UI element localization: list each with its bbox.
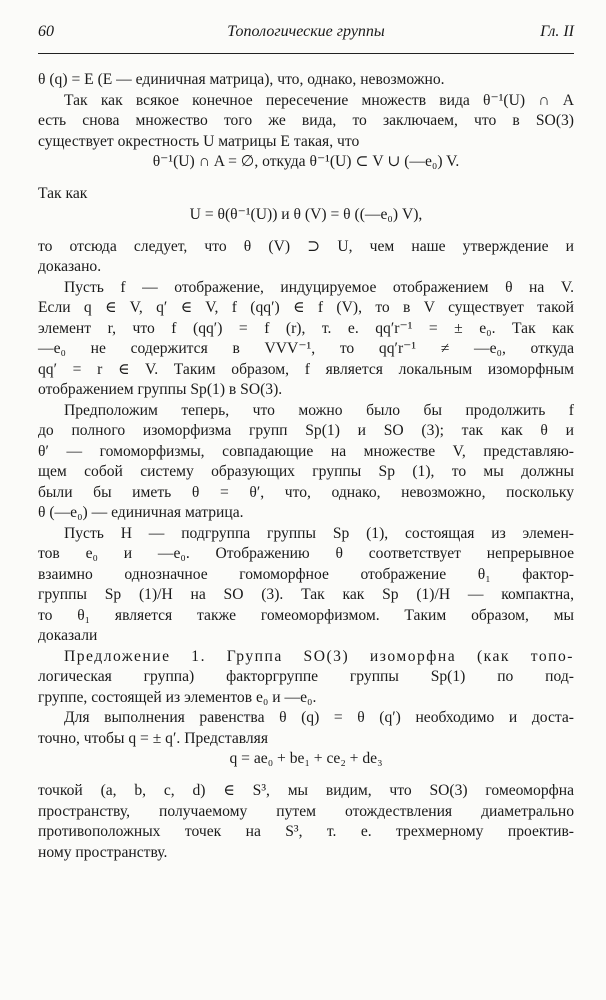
text-line: Предложение 1. Группа SO(3) изоморфна (как топо-: [64, 647, 574, 665]
text-line: то θ₁ является также гомеоморфизмом. Таким образом, мы: [38, 606, 574, 624]
running-title: Топологические группы: [227, 23, 385, 40]
page-body: [38, 70, 574, 863]
text-line: элемент r, что f (qq′) = f (r), т. е. qq′r⁻¹ = ± e₀. Так как: [38, 319, 574, 337]
text-line: группе, состоящей из элементов e₀ и —e₀.: [38, 688, 317, 706]
text-line: есть снова множество того же вида, то заключаем, что в SO(3): [38, 112, 574, 129]
text-line: точно, чтобы q = ± q′. Представляя: [38, 729, 269, 747]
header-rule: [38, 53, 574, 54]
text-line: были бы иметь θ = θ′, что, однако, невозможно, поскольку: [38, 483, 574, 501]
text-line: Пусть H — подгруппа группы Sp (1), состоящая из элемен-: [64, 524, 574, 542]
text-line: тов e₀ и —e₀. Отображению θ соответствует непрерывное: [38, 545, 574, 562]
running-header: [38, 16, 574, 42]
text-line: Так как: [38, 185, 88, 202]
text-line: взаимно однозначное гомоморфное отображение θ₁ фактор-: [38, 565, 574, 583]
text-line: доказано.: [38, 258, 102, 275]
text-line: существует окрестность U матрицы E такая, что: [38, 132, 360, 150]
text-line: щем собой систему образующих группы Sp (1), то мы должны: [38, 463, 574, 480]
text-line: Пусть f — отображение, индуцируемое отображением θ на V.: [64, 278, 574, 296]
text-line: группы Sp (1)/H на SO (3). Так как Sp (1)/H — компактна,: [38, 586, 574, 603]
text-line: Если q ∈ V, q′ ∈ V, f (qq′) ∈ f (V), то в V существует такой: [38, 299, 574, 316]
text-line: пространству, получаемому путем отождествления диаметрально: [38, 802, 574, 820]
text-line: до полного изоморфизма групп Sp(1) и SO (3); так как θ и: [38, 422, 574, 439]
chapter-label: Гл. II: [540, 23, 574, 40]
text-line: логическая группа) факторгруппе группы Sp(1) по под-: [38, 668, 574, 685]
text-line: q = ae₀ + be₁ + ce₂ + de₃: [229, 750, 383, 767]
text-line: —e₀ не содержится в VVV⁻¹, то qq′r⁻¹ ≠ —e₀, откуда: [38, 340, 574, 357]
text-line: θ′ — гомоморфизмы, совпадающие на множестве V, представляю-: [38, 442, 574, 460]
text-line: отображением группы Sp(1) в SO(3).: [38, 381, 283, 398]
text-line: U = θ(θ⁻¹(U)) и θ (V) = θ ((—e₀) V),: [189, 205, 423, 223]
text-line: точкой (a, b, c, d) ∈ S³, мы видим, что SO(3) гомеоморфна: [38, 782, 574, 799]
text-line: ному пространству.: [38, 843, 168, 861]
text-line: то отсюда следует, что θ (V) ⊃ U, чем наше утверждение и: [38, 237, 574, 255]
text-line: θ⁻¹(U) ∩ A = ∅, откуда θ⁻¹(U) ⊂ V ∪ (—e₀) V.: [152, 153, 460, 170]
text-line: Предположим теперь, что можно было бы продолжить f: [64, 401, 574, 419]
page-number: 60: [38, 23, 54, 40]
text-line: Так как всякое конечное пересечение множеств вида θ⁻¹(U) ∩ A: [64, 91, 574, 109]
text-line: Для выполнения равенства θ (q) = θ (q′) необходимо и доста-: [64, 709, 574, 726]
text-line: противоположных точек на S³, т. е. трехмерному проектив-: [38, 823, 574, 840]
text-line: θ (—e₀) — единичная матрица.: [38, 504, 244, 521]
text-line: θ (q) = E (E — единичная матрица), что, однако, невозможно.: [38, 71, 445, 88]
text-line: доказали: [38, 627, 98, 644]
text-line: qq′ = r ∈ V. Таким образом, f является локальным изоморфным: [38, 360, 574, 378]
